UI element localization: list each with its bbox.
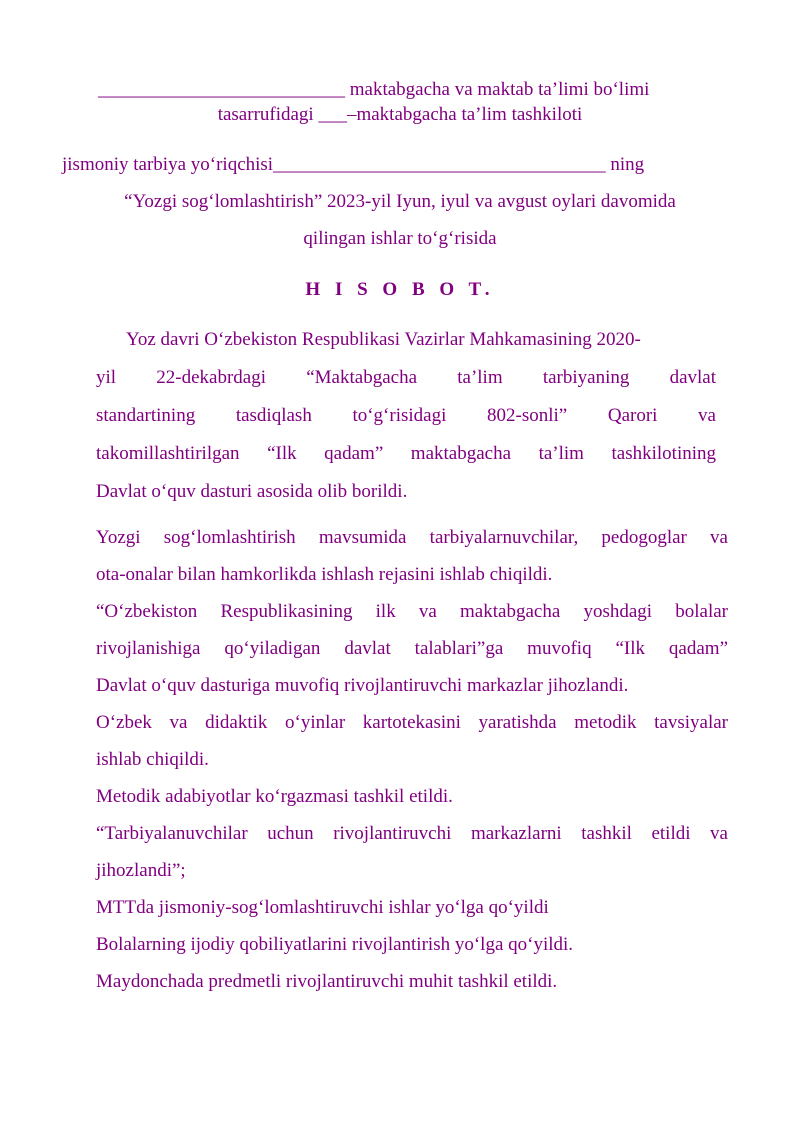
intro-line-5: Davlat o‘quv dasturi asosida olib borildi. bbox=[96, 481, 408, 502]
intro-line-3: standartining tasdiqlash to‘g‘risidagi 802-sonli” Qarori va bbox=[96, 405, 716, 426]
header-line-2: tasarrufidagi ___–maktabgacha ta’lim tashkiloti bbox=[217, 104, 583, 125]
item-3-line-2: ishlab chiqildi. bbox=[96, 749, 209, 770]
intro-line-4: takomillashtirilgan “Ilk qadam” maktabgacha ta’lim tashkilotining bbox=[96, 443, 716, 464]
item-2-line-3: Davlat o‘quv dasturiga muvofiq rivojlantiruvchi markazlar jihozlandi. bbox=[96, 675, 629, 696]
item-2-line-1: “O‘zbekiston Respublikasining ilk va maktabgacha yoshdagi bolalar bbox=[96, 601, 728, 622]
header-line-3: jismoniy tarbiya yo‘riqchisi___________________________________ ning bbox=[62, 154, 645, 175]
item-3-line-1: O‘zbek va didaktik o‘yinlar kartotekasini yaratishda metodik tavsiyalar bbox=[96, 712, 728, 733]
item-1-line-1: Yozgi sog‘lomlashtirish mavsumida tarbiyalarnuvchilar, pedogoglar va bbox=[96, 527, 728, 548]
item-5-line-1: “Tarbiyalanuvchilar uchun rivojlantiruvchi markazlarni tashkil etildi va bbox=[96, 823, 728, 844]
header-line-1: __________________________ maktabgacha va maktab ta’limi bo‘limi bbox=[98, 79, 650, 100]
item-7: Bolalarning ijodiy qobiliyatlarini rivojlantirish yo‘lga qo‘yildi. bbox=[96, 934, 574, 955]
item-8: Maydonchada predmetli rivojlantiruvchi muhit tashkil etildi. bbox=[96, 971, 558, 992]
item-4: Metodik adabiyotlar ko‘rgazmasi tashkil etildi. bbox=[96, 786, 453, 807]
item-1-line-2: ota-onalar bilan hamkorlikda ishlash rejasini ishlab chiqildi. bbox=[96, 564, 553, 585]
header-line-4: “Yozgi sog‘lomlashtirish” 2023-yil Iyun, iyul va avgust oylari davomida bbox=[124, 191, 676, 212]
item-6: MTTda jismoniy-sog‘lomlashtiruvchi ishlar yo‘lga qo‘yildi bbox=[96, 897, 549, 918]
item-2-line-2: rivojlanishiga qo‘yiladigan davlat talablari”ga muvofiq “Ilk qadam” bbox=[96, 638, 728, 659]
header-line-5: qilingan ishlar to‘g‘risida bbox=[303, 228, 497, 249]
document-title: H I S O B O T. bbox=[305, 279, 495, 300]
intro-line-2: yil 22-dekabrdagi “Maktabgacha ta’lim tarbiyaning davlat bbox=[96, 367, 716, 388]
item-5-line-2: jihozlandi”; bbox=[96, 860, 186, 881]
intro-line-1: Yoz davri O‘zbekiston Respublikasi Vazirlar Mahkamasining 2020- bbox=[126, 329, 641, 350]
